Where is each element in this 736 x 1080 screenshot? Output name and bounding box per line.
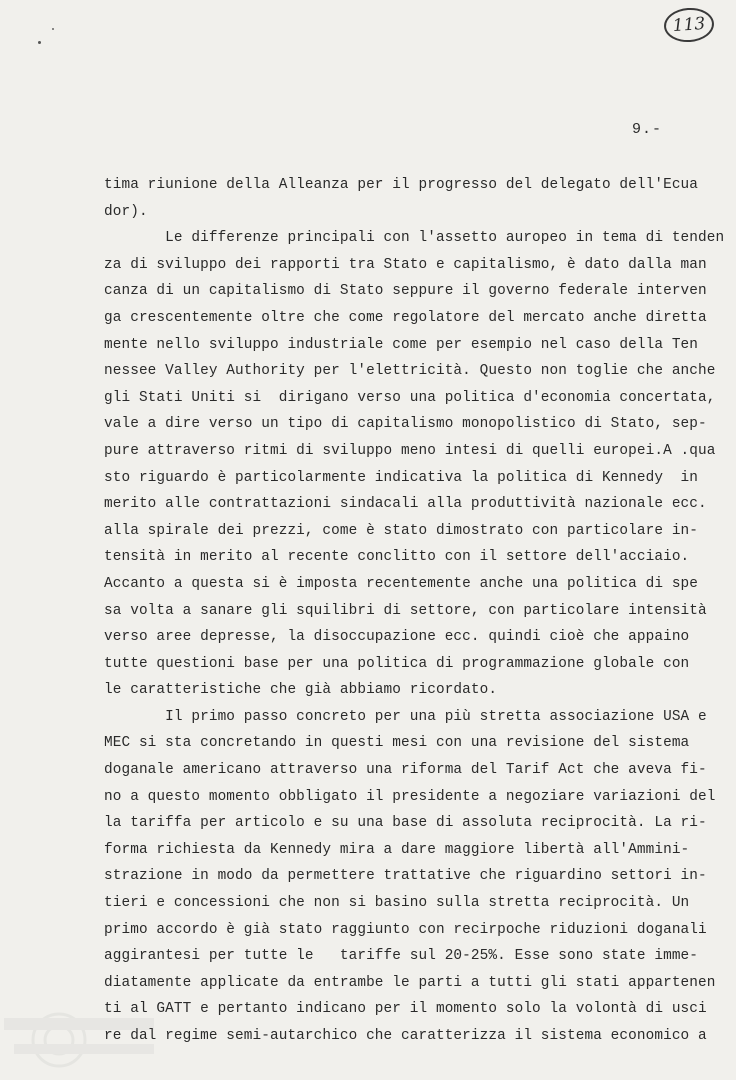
folio-stamp: 113 bbox=[663, 6, 715, 43]
text-line: ti al GATT e pertanto indicano per il momento solo la volontà di usci bbox=[104, 1001, 707, 1018]
body-text bbox=[104, 172, 725, 1050]
text-line: tima riunione della Alleanza per il progresso del delegato dell'Ecua bbox=[104, 177, 699, 193]
text-line: primo accordo è già stato raggiunto con recirpoche riduzioni doganali bbox=[104, 921, 707, 938]
text-line: tieri e concessioni che non si basino sulla stretta reciprocità. Un bbox=[104, 895, 690, 912]
paper-speck bbox=[38, 41, 41, 44]
text-line: la tariffa per articolo e su una base di assoluta reciprocità. La ri- bbox=[104, 815, 707, 832]
text-line: gli Stati Uniti si dirigano verso una politica d'economia concertata, bbox=[104, 389, 716, 406]
text-line: aggirantesi per tutte le tariffe sul 20-25%. Esse sono state imme- bbox=[104, 948, 699, 965]
archive-watermark bbox=[4, 1000, 164, 1070]
text-line: canza di un capitalismo di Stato seppure il governo federale interven bbox=[104, 283, 707, 300]
text-line: mente nello sviluppo industriale come per esempio nel caso della Ten bbox=[104, 336, 699, 353]
text-line: verso aree depresse, la disoccupazione ecc. quindi cioè che appaino bbox=[104, 629, 690, 646]
text-line: Accanto a questa si è imposta recentemente anche una politica di spe bbox=[104, 575, 699, 592]
text-line: Il primo passo concreto per una più stretta associazione USA e bbox=[104, 708, 707, 725]
text-line: no a questo momento obbligato il presidente a negoziare variazioni del bbox=[104, 788, 716, 805]
text-line: tutte questioni base per una politica di programmazione globale con bbox=[104, 655, 690, 672]
text-line: diatamente applicate da entrambe le parti a tutti gli stati appartenen bbox=[104, 974, 716, 991]
text-line: alla spirale dei prezzi, come è stato dimostrato con particolare in- bbox=[104, 522, 699, 539]
text-line: pure attraverso ritmi di sviluppo meno intesi di quelli europei.A .qua bbox=[104, 442, 716, 459]
text-line: za di sviluppo dei rapporti tra Stato e capitalismo, è dato dalla man bbox=[104, 256, 707, 273]
text-line: vale a dire verso un tipo di capitalismo monopolistico di Stato, sep- bbox=[104, 416, 707, 433]
text-line: le caratteristiche che già abbiamo ricordato. bbox=[104, 682, 498, 699]
text-line: forma richiesta da Kennedy mira a dare maggiore libertà all'Ammini- bbox=[104, 841, 690, 858]
text-line: MEC si sta concretando in questi mesi con una revisione del sistema bbox=[104, 735, 690, 752]
text-line: dor). bbox=[104, 203, 148, 220]
text-line: merito alle contrattazioni sindacali alla produttività nazionale ecc. bbox=[104, 496, 707, 513]
page-number: 9.- bbox=[632, 121, 663, 138]
paper-speck bbox=[52, 28, 54, 30]
text-line: sa volta a sanare gli squilibri di settore, con particolare intensità bbox=[104, 602, 707, 619]
text-line: Le differenze principali con l'assetto auropeo in tema di tenden bbox=[104, 230, 725, 247]
text-line: re dal regime semi-autarchico che caratterizza il sistema economico a bbox=[104, 1028, 707, 1044]
text-line: tensità in merito al recente conclitto con il settore dell'acciaio. bbox=[104, 549, 690, 566]
text-line: strazione in modo da permettere trattative che riguardino settori in- bbox=[104, 868, 707, 885]
text-line: sto riguardo è particolarmente indicativa la politica di Kennedy in bbox=[104, 469, 699, 486]
text-line: nessee Valley Authority per l'elettricità. Questo non toglie che anche bbox=[104, 363, 716, 380]
text-line: ga crescentemente oltre che come regolatore del mercato anche diretta bbox=[104, 309, 707, 326]
text-line: doganale americano attraverso una riforma del Tarif Act che aveva fi- bbox=[104, 762, 707, 779]
